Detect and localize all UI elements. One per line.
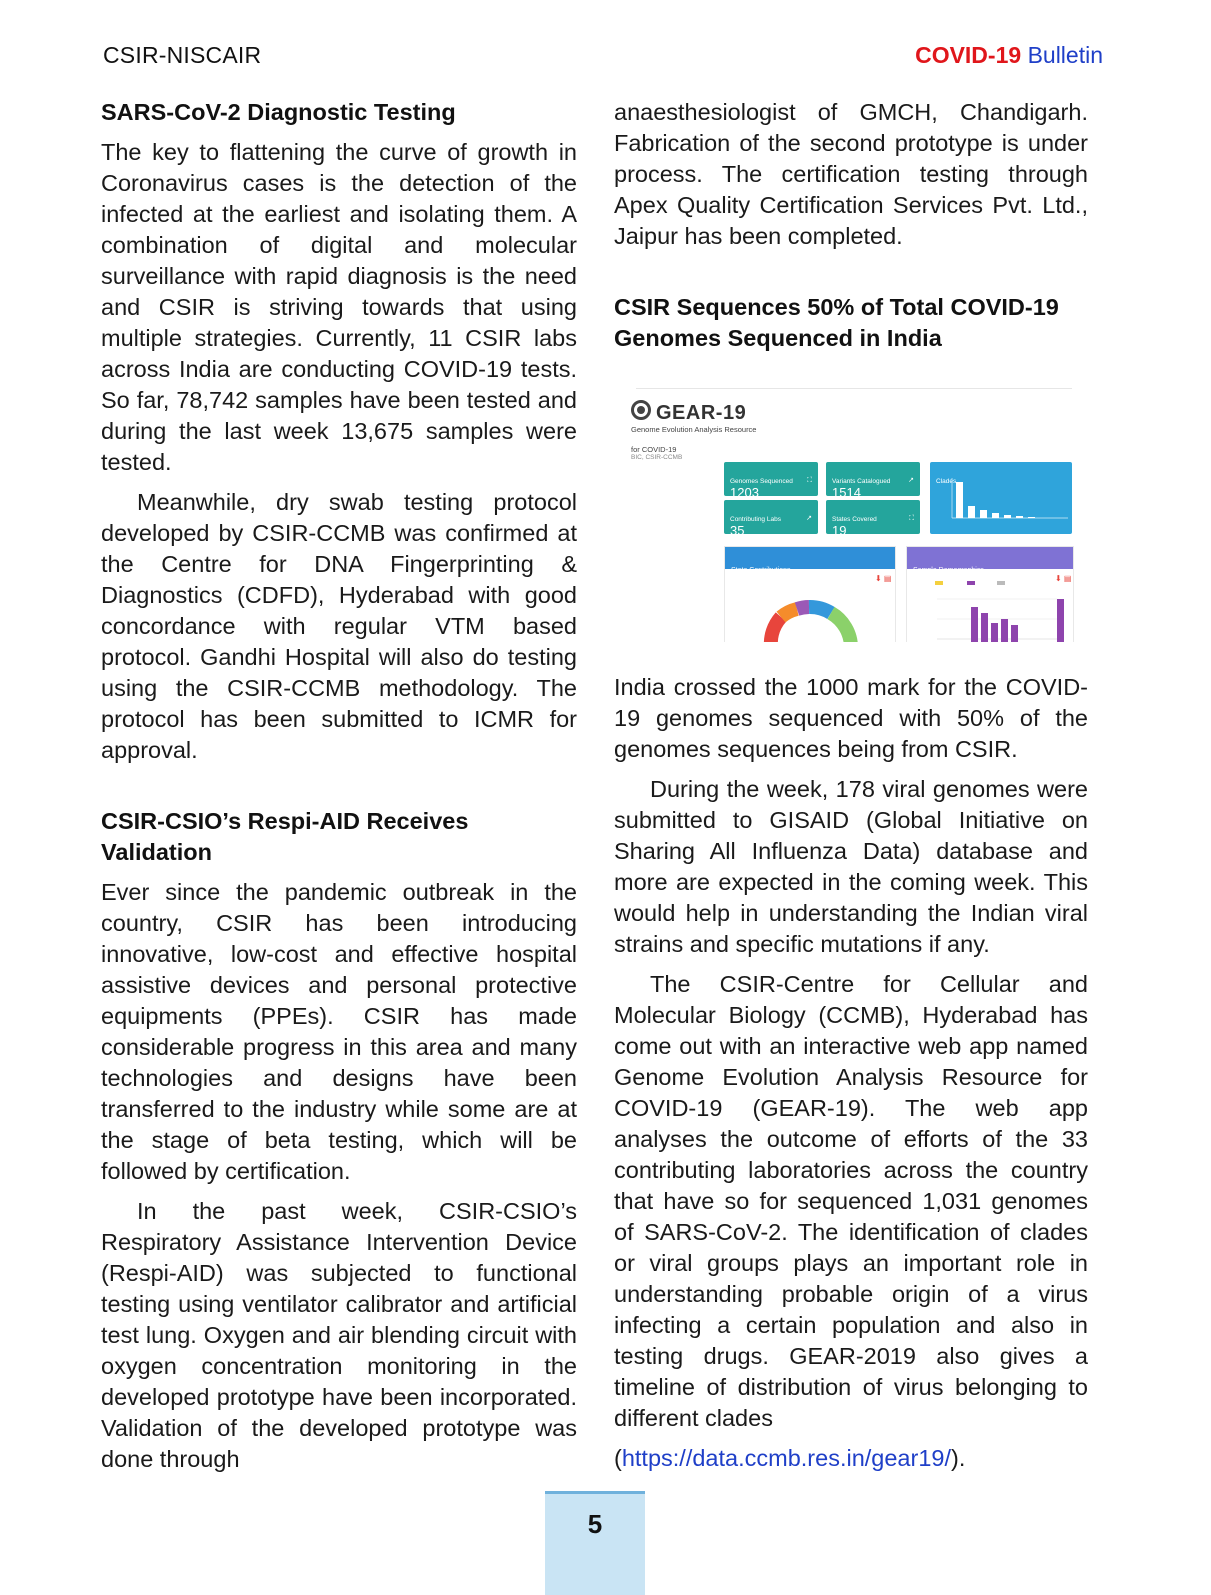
heading-respi-aid: CSIR-CSIO’s Respi-AID Receives Validation (101, 808, 469, 865)
stat-label: Contributing Labs (730, 516, 781, 523)
sample-demographics-panel[interactable] (906, 546, 1074, 642)
figure-divider (636, 388, 1072, 389)
stat-label: Variants Catalogued (832, 478, 891, 485)
paragraph-diagnostic: The key to flattening the curve of growth in Coronavirus cases is the detection of the infected at the earliest and isolating them. A combination of digital and molecular surveillance with rapid diagnosis is the need and CSIR is striving towards that using multiple strategies. Currently, 11 CSIR labs across India are conducting COVID-19 tests. So far, 78,742 samples have been tested and during the last week 13,675 samples were tested. (101, 139, 577, 475)
stat-value: 1203 (730, 485, 759, 500)
gear-logo-icon (631, 400, 651, 420)
heading-diagnostic-testing: SARS-CoV-2 Diagnostic Testing (101, 99, 456, 125)
gear19-screenshot (626, 384, 1076, 642)
sample-demographics-label: Sample Demographics (907, 547, 1073, 569)
stat-label: Genomes Sequenced (730, 478, 793, 485)
demographics-bar-chart-icon (907, 569, 1075, 642)
right-column (614, 97, 1088, 1474)
external-link-icon: ↗ (806, 515, 812, 522)
gear-title: GEAR-19 (656, 402, 747, 424)
link-open-paren: ( (614, 1445, 622, 1471)
paragraph-ppe: Ever since the pandemic outbreak in the country, CSIR has been introducing innovative, low-cost and effective hospital assistive devices and personal protective equipments (PPEs). CSIR has made considerable progress in this area and many technologies and designs have been transferred to the industry while some are at the stage of beta testing, which will be followed by certification. (101, 879, 577, 1184)
clades-bar-chart-icon (930, 462, 1072, 534)
stat-value: 35 (730, 523, 745, 538)
paragraph-gear19: The CSIR-Centre for Cellular and Molecular Biology (CCMB), Hyderabad has come out with an interactive web app named Genome Evolution Analysis Resource for COVID-19 (GEAR-19). The web app analyses the outcome of efforts of the 33 contributing laboratories across the country that have so for sequenced 1,031 genomes of SARS-CoV-2. The identification of clades or viral groups plays an important role in understanding probable origin of a virus infecting a certain population and also in testing drugs. GEAR-2019 also gives a timeline of distribution of virus belonging to different clades (614, 971, 1088, 1431)
header-covid: COVID-19 (915, 42, 1022, 68)
gear19-link[interactable]: https://data.ccmb.res.in/gear19/ (621, 1445, 952, 1471)
header-bulletin-label: Bulletin (1027, 42, 1103, 68)
clades-card[interactable] (930, 462, 1072, 534)
stat-label: States Covered (832, 516, 877, 523)
stat-labs[interactable] (724, 500, 818, 538)
paragraph-respi-aid: In the past week, CSIR-CSIO’s Respiratory Assistance Intervention Device (Respi-AID) was subjected to functional testing using ventilator calibrator and artificial test lung. Oxygen and air blending circuit with oxygen concentration monitoring in the developed prototype have been incorporated. Validation of the developed prototype was done through (101, 1198, 577, 1472)
state-contributions-label: State Contributions (725, 547, 895, 569)
stat-variants[interactable] (826, 462, 920, 500)
state-contributions-panel[interactable] (724, 546, 896, 642)
header-org: CSIR-NISCAIR (103, 42, 262, 68)
header-bulletin (915, 42, 1103, 69)
expand-icon: ⛶ (909, 515, 914, 522)
clades-label: Clades (936, 478, 957, 485)
paragraph-dry-swab: Meanwhile, dry swab testing protocol developed by CSIR-CCMB was confirmed at the Centre for DNA Fingerprinting & Diagnostics (CDFD), Hyderabad with good concordance with regular VTM based protocol. Gandhi Hospital will also do testing using the CSIR-CCMB methodology. The protocol has been submitted to ICMR for approval. (101, 489, 577, 763)
donut-chart-icon (725, 569, 897, 642)
expand-icon: ⛶ (807, 477, 812, 484)
external-link-icon: ↗ (908, 477, 914, 484)
paragraph-gmch: anaesthesiologist of GMCH, Chandigarh. Fabrication of the second prototype is under process. The certification testing through Apex Quality Certification Services Pvt. Ltd., Jaipur has been completed. (614, 99, 1088, 249)
gear19-link-line (614, 1443, 1088, 1474)
gear-org: BIC, CSIR-CCMB (631, 454, 683, 461)
link-close-paren: ). (951, 1445, 966, 1471)
heading-genomes: CSIR Sequences 50% of Total COVID-19 Genomes Sequenced in India (614, 294, 1059, 351)
stat-states[interactable] (826, 500, 920, 538)
left-column (101, 97, 577, 1475)
stat-value: 19 (832, 523, 847, 538)
page-number: 5 (587, 1509, 603, 1539)
gear-subtitle-2: for COVID-19 (631, 445, 677, 454)
stat-value: 1514 (832, 485, 861, 500)
svg-text:⬇ ▤: ⬇ ▤ (1055, 574, 1072, 583)
svg-text:⬇ ▤: ⬇ ▤ (875, 574, 892, 583)
paragraph-gisaid: During the week, 178 viral genomes were submitted to GISAID (Global Initiative on Sharing All Influenza Data) database and more are expected in the coming week. This would help in understanding the Indian viral strains and specific mutations if any. (614, 776, 1088, 957)
page-number-box (545, 1491, 645, 1595)
gear-subtitle: Genome Evolution Analysis Resource (631, 425, 757, 434)
paragraph-india-1000: India crossed the 1000 mark for the COVID-19 genomes sequenced with 50% of the genomes sequences being from CSIR. (614, 674, 1088, 762)
stat-genomes[interactable] (724, 462, 818, 500)
